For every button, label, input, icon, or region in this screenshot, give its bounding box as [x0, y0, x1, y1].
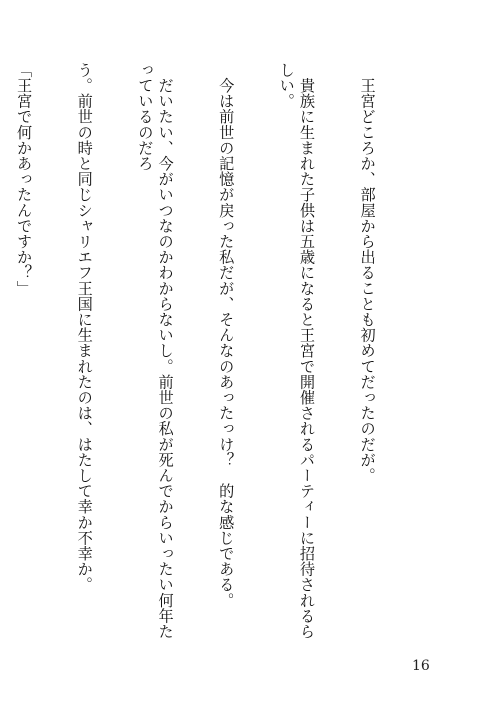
text-line: だいたい、今がいつなのかわからないし。前世の私が死んでからいったい何年たっているのだろ: [136, 62, 175, 640]
body-text: [0, 62, 418, 642]
page-number: 16: [412, 658, 430, 674]
text-line: 「王宮で何かあったんですか？」: [15, 62, 34, 296]
text-line: 貴族に生まれた子供は五歳になると王宮で開催されるパーティーに招待されるらしい。: [277, 62, 316, 640]
text-line: う。前世の時と同じシャリエフ王国に生まれたのは、はたして幸か不幸か。: [75, 62, 94, 593]
text-line: 王宮どころか、部屋から出ることも初めてだったのだが。: [358, 62, 377, 484]
text-line: 今は前世の記憶が戻った私だが、そんなのあったっけ？ 的な感じである。: [217, 62, 236, 608]
